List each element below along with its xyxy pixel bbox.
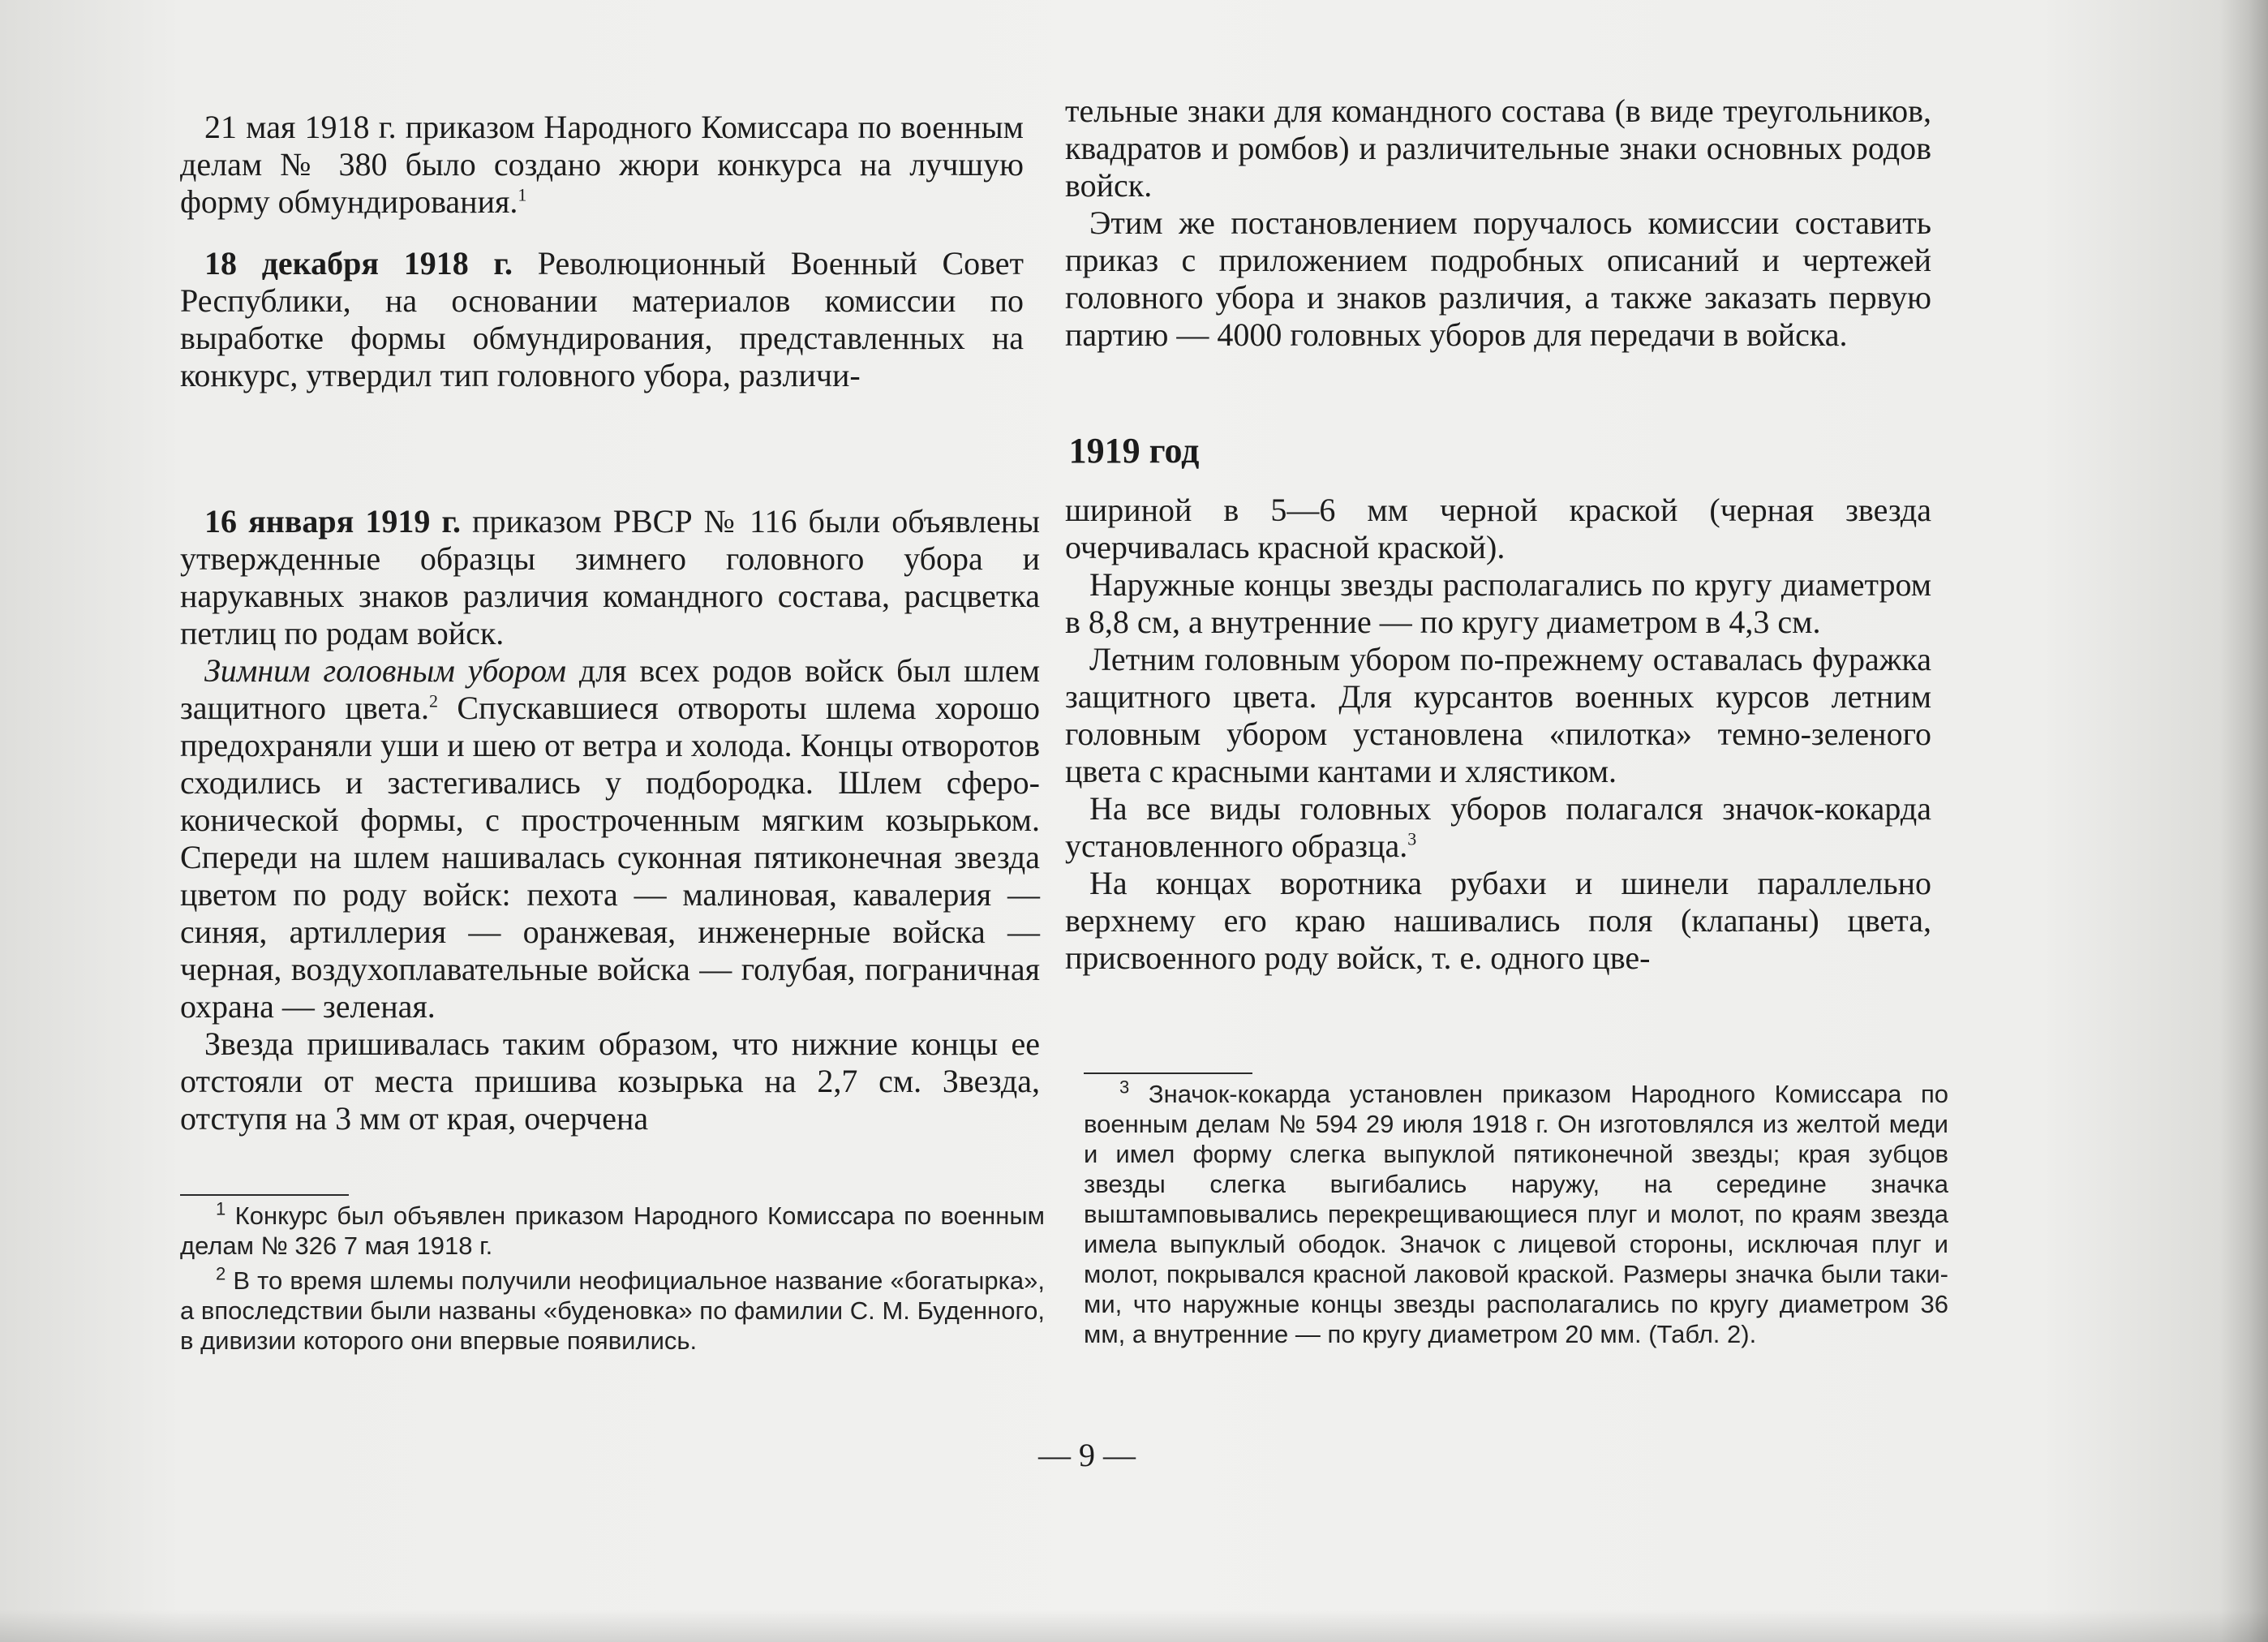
footnote-2: $^2$ В то время шлемы получили неофициальное название «богатырка», а впоследствии были названы «буденовка» по фамилии С. М. Буденного, в дивизии которого они впервые появились. — [180, 1263, 1045, 1355]
right-column-top — [1065, 92, 1931, 354]
footnote-ref: 3 — [1407, 828, 1417, 849]
paragraph-winter-helmet: Зимним головным убором для всех родов войск был шлем защитного цвета.$^2$ Спускавшиеся отвороты шлема хорошо предохраняли уши и шею от ветра и холода. Концы отворотов сходились и застегивались у подбородка. Шлем сферо-конической формы, с простроченным мягким козырьком. Спереди на шлем нашивалась суконная пятиконечная звезда цветом по роду войск: пехота — малиновая, кавалерия — синяя, артиллерия — оранжевая, инженерные войска — черная, воздухоплавательные войска — голубая, пограничная охрана — зеленая. — [180, 652, 1040, 1025]
paragraph-star-ends: Наружные концы звезды располагались по кругу диаметром в 8,8 см, а внутренние — по кругу диаметром в 4,3 см. — [1065, 566, 1931, 640]
italic-term: Зимним головным убором — [204, 652, 567, 689]
left-column-top — [180, 109, 1024, 394]
paragraph-dec-1918: 18 декабря 1918 г. Революционный Военный Совет Республики, на основании материалов комиссии по выработке формы обмундирования, представленных на конкурс, утвердил тип головного убора, различи- — [180, 245, 1024, 393]
page-number: — 9 — — [1038, 1437, 1136, 1473]
paragraph-cockade: На все виды головных уборов полагался значок-кокарда установленного образца.$^3$ — [1065, 790, 1931, 864]
paragraph-commission: Этим же постановлением поручалось комиссии составить приказ с приложением подробных описаний и чертежей головного убора и знаков различия, а также заказать первую партию — 4000 головных уборов для передачи в войска. — [1065, 204, 1931, 353]
footnote-3: $^3$ Значок-кокарда установлен приказом Народного Комиссара по военным делам № 594 29 июля 1918 г. Он изготовлялся из желтой меди и имел форму слегка выпуклой пятиконечной звезды; края зубцов звезды слегка выгибались наружу, на середине значка выштамповывались перекрещивающиеся плуг и молот, по краям звезда имела выпуклый ободок. Значок с лицевой стороны, исключая плуг и молот, покрывался красной лаковой краской. Размеры значка были такими, что наружные концы звезды располагались по кругу диаметром 36 мм, а внутренние — по кругу диаметром 20 мм. (Табл. 2). — [1084, 1077, 1948, 1348]
page-edge-shadow — [2219, 0, 2268, 1642]
date-bold: 18 декабря 1918 г. — [204, 245, 513, 282]
paragraph-summer-cap: Летним головным убором по-прежнему оставалась фуражка защитного цвета. Для курсантов военных курсов летним головным убором установлена «пилотка» темно-зеленого цвета с красными кантами и хлястиком. — [1065, 641, 1931, 789]
left-column-bottom — [180, 503, 1040, 1137]
paragraph-continued: тельные знаки для командного состава (в виде треугольников, квадратов и ромбов) и различительные знаки основных родов войск. — [1065, 92, 1931, 204]
paragraph-jan-1919: 16 января 1919 г. приказом РВСР № 116 были объявлены утвержденные образцы зимнего головного убора и нарукавных знаков различия командного состава, расцветка петлиц по родам войск. — [180, 503, 1041, 651]
paragraph-collar: На концах воротника рубахи и шинели параллельно верхнему его краю нашивались поля (клапаны) цвета, присвоенного роду войск, т. е. одного цве- — [1065, 865, 1931, 976]
footnote-divider-left — [180, 1194, 349, 1196]
footnote-divider-right — [1084, 1072, 1252, 1074]
footnote-ref: 1 — [518, 184, 527, 205]
footnotes-left — [180, 1198, 1045, 1360]
section-heading-1919: 1919 год — [1068, 431, 1200, 471]
date-bold: 16 января 1919 г. — [204, 503, 462, 539]
footnote-ref: 2 — [429, 690, 438, 711]
paragraph-star: Звезда пришивалась таким образом, что нижние концы ее отстояли от места пришива козырька на 2,7 см. Звезда, отступя на 3 мм от края, очерчена — [180, 1025, 1040, 1137]
paragraph-may-1918: 21 мая 1918 г. приказом Народного Комиссара по военным делам № 380 было создано жюри конкурса на лучшую форму обмундирования.$^1$ — [180, 109, 1024, 220]
page-bottom-shadow — [0, 1610, 2268, 1642]
right-column-bottom — [1065, 492, 1931, 977]
footnotes-right — [1084, 1079, 1948, 1354]
footnote-1: $^1$ Конкурс был объявлен приказом Народного Комиссара по военным делам № 326 7 мая 1918 г. — [180, 1198, 1045, 1260]
paragraph-star-continued: шириной в 5—6 мм черной краской (черная звезда очерчивалась красной краской). — [1065, 492, 1931, 565]
